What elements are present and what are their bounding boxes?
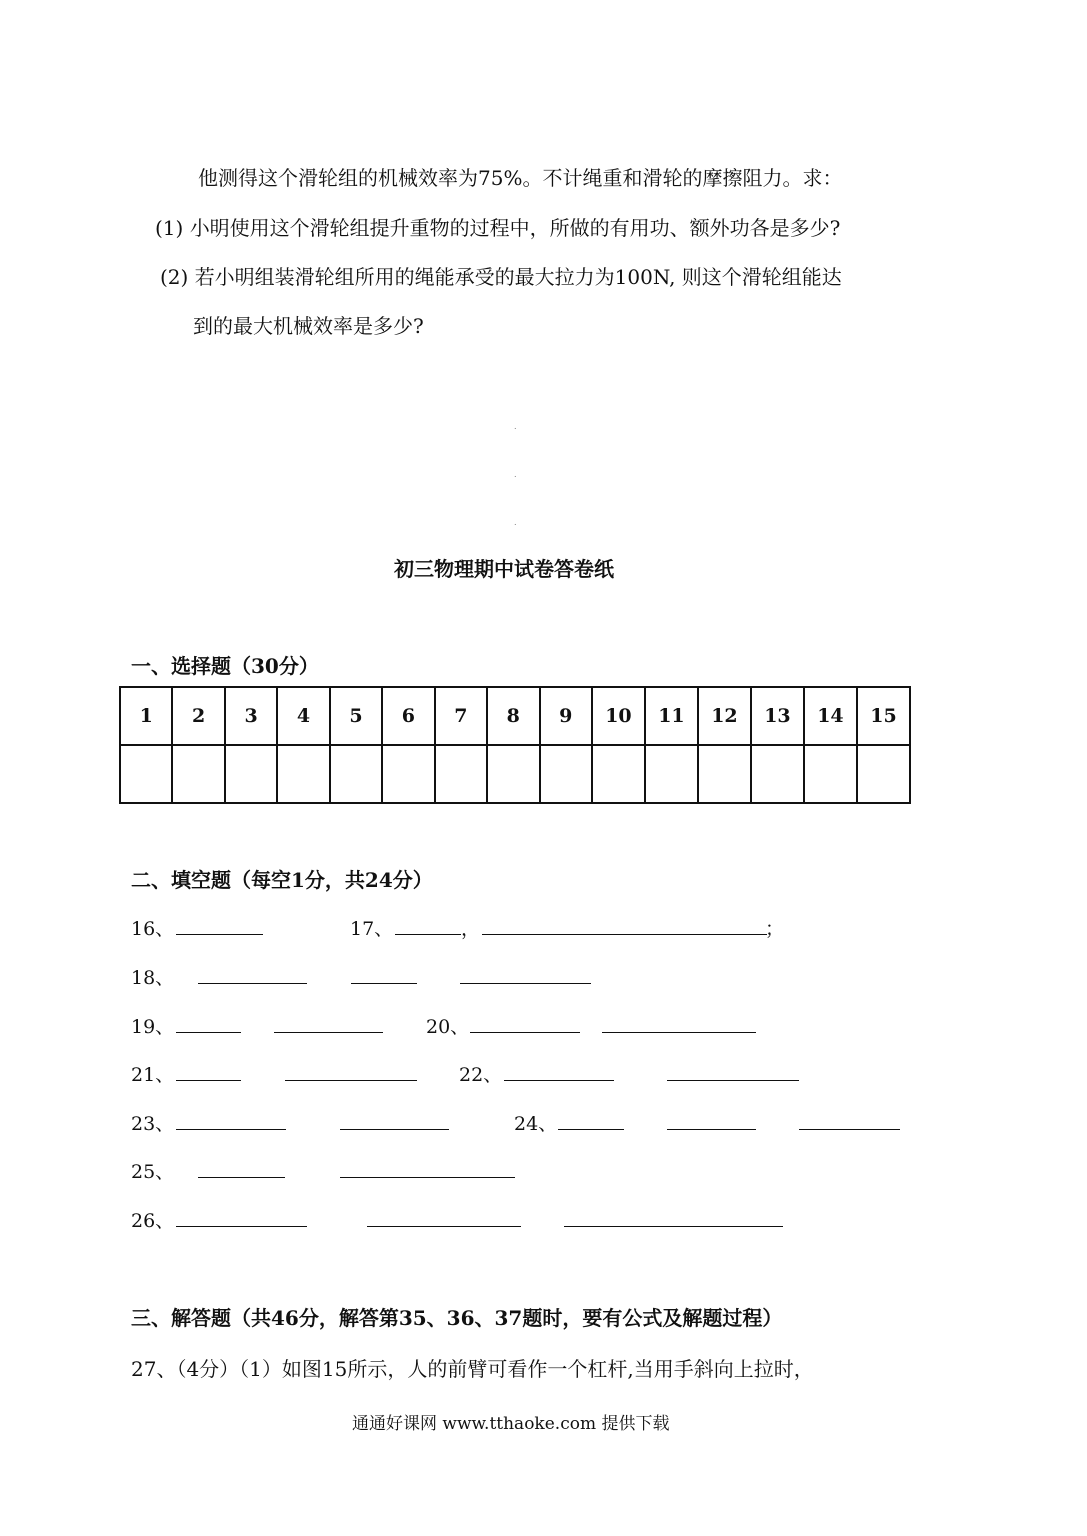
blank-19-1[interactable]: [176, 1032, 241, 1033]
answer-cell[interactable]: [225, 745, 277, 803]
blank-26-2[interactable]: [367, 1226, 521, 1227]
blank-17-2[interactable]: [482, 934, 767, 935]
column-number: 8: [487, 687, 539, 745]
label-18: 18、: [131, 967, 175, 989]
blank-19-2[interactable]: [274, 1032, 383, 1033]
answer-cell[interactable]: [382, 745, 434, 803]
column-number: 3: [225, 687, 277, 745]
column-number: 11: [645, 687, 698, 745]
blank-23-1[interactable]: [176, 1129, 286, 1130]
blank-22-2[interactable]: [667, 1080, 799, 1081]
choice-answer-table: [119, 686, 911, 804]
problem-q2-line1: (2) 若小明组装滑轮组所用的绳能承受的最大拉力为100N, 则这个滑轮组能达: [160, 265, 842, 289]
blank-24-1[interactable]: [558, 1129, 624, 1130]
blank-20-1[interactable]: [470, 1032, 580, 1033]
blank-25-1[interactable]: [198, 1177, 285, 1178]
stray-dot: .: [514, 422, 517, 431]
label-25: 25、: [131, 1161, 175, 1183]
blank-16-1[interactable]: [176, 934, 263, 935]
blank-24-2[interactable]: [667, 1129, 756, 1130]
column-number: 13: [751, 687, 804, 745]
blank-25-2[interactable]: [340, 1177, 515, 1178]
label-20: 20、: [426, 1016, 470, 1038]
section3-heading: 三、解答题（共46分，解答第35、36、37题时，要有公式及解题过程）: [131, 1306, 783, 1330]
blank-26-1[interactable]: [176, 1226, 307, 1227]
table-header-row: [120, 687, 910, 745]
stray-dot: .: [514, 470, 517, 479]
column-number: 1: [120, 687, 172, 745]
blank-21-1[interactable]: [176, 1080, 241, 1081]
answer-cell[interactable]: [120, 745, 172, 803]
problem-q2-line2: 到的最大机械效率是多少?: [193, 314, 424, 338]
label-22: 22、: [459, 1064, 503, 1086]
column-number: 10: [592, 687, 645, 745]
label-16: 16、: [131, 918, 175, 940]
answer-cell[interactable]: [277, 745, 329, 803]
problem-intro: 他测得这个滑轮组的机械效率为75%。不计绳重和滑轮的摩擦阻力。求：: [198, 166, 843, 190]
label-19: 19、: [131, 1016, 175, 1038]
stray-dot: .: [514, 518, 517, 527]
answer-cell[interactable]: [487, 745, 539, 803]
comma-17: ，: [461, 918, 481, 940]
blank-21-2[interactable]: [285, 1080, 417, 1081]
blank-17-1[interactable]: [395, 934, 461, 935]
blank-18-1[interactable]: [198, 983, 307, 984]
answer-cell[interactable]: [804, 745, 857, 803]
blank-26-3[interactable]: [564, 1226, 783, 1227]
answer-cell[interactable]: [751, 745, 804, 803]
answer-cell[interactable]: [592, 745, 645, 803]
question-27: 27、（4分）（1）如图15所示，人的前臂可看作一个杠杆,当用手斜向上拉时，: [131, 1357, 814, 1381]
section1-heading: 一、选择题（30分）: [131, 654, 319, 678]
answer-cell[interactable]: [698, 745, 751, 803]
answer-cell[interactable]: [435, 745, 487, 803]
column-number: 15: [857, 687, 910, 745]
blank-22-1[interactable]: [504, 1080, 614, 1081]
table-answer-row: [120, 745, 910, 803]
answer-cell[interactable]: [330, 745, 382, 803]
label-17: 17、: [350, 918, 394, 940]
column-number: 7: [435, 687, 487, 745]
label-23: 23、: [131, 1113, 175, 1135]
answer-sheet-title: 初三物理期中试卷答卷纸: [394, 557, 614, 581]
blank-24-3[interactable]: [799, 1129, 900, 1130]
answer-cell[interactable]: [645, 745, 698, 803]
label-21: 21、: [131, 1064, 175, 1086]
column-number: 6: [382, 687, 434, 745]
semicolon-17: ；: [765, 918, 785, 940]
blank-18-2[interactable]: [351, 983, 417, 984]
column-number: 14: [804, 687, 857, 745]
label-26: 26、: [131, 1210, 175, 1232]
column-number: 12: [698, 687, 751, 745]
label-24: 24、: [514, 1113, 558, 1135]
section2-heading: 二、填空题（每空1分，共24分）: [131, 868, 433, 892]
column-number: 4: [277, 687, 329, 745]
answer-cell[interactable]: [172, 745, 224, 803]
blank-20-2[interactable]: [602, 1032, 756, 1033]
column-number: 9: [540, 687, 592, 745]
answer-cell[interactable]: [540, 745, 592, 803]
blank-23-2[interactable]: [340, 1129, 449, 1130]
blank-18-3[interactable]: [460, 983, 591, 984]
column-number: 2: [172, 687, 224, 745]
answer-cell[interactable]: [857, 745, 910, 803]
page-footer: 通通好课网 www.tthaoke.com 提供下载: [352, 1414, 670, 1434]
column-number: 5: [330, 687, 382, 745]
problem-q1: (1) 小明使用这个滑轮组提升重物的过程中，所做的有用功、额外功各是多少?: [155, 216, 841, 240]
